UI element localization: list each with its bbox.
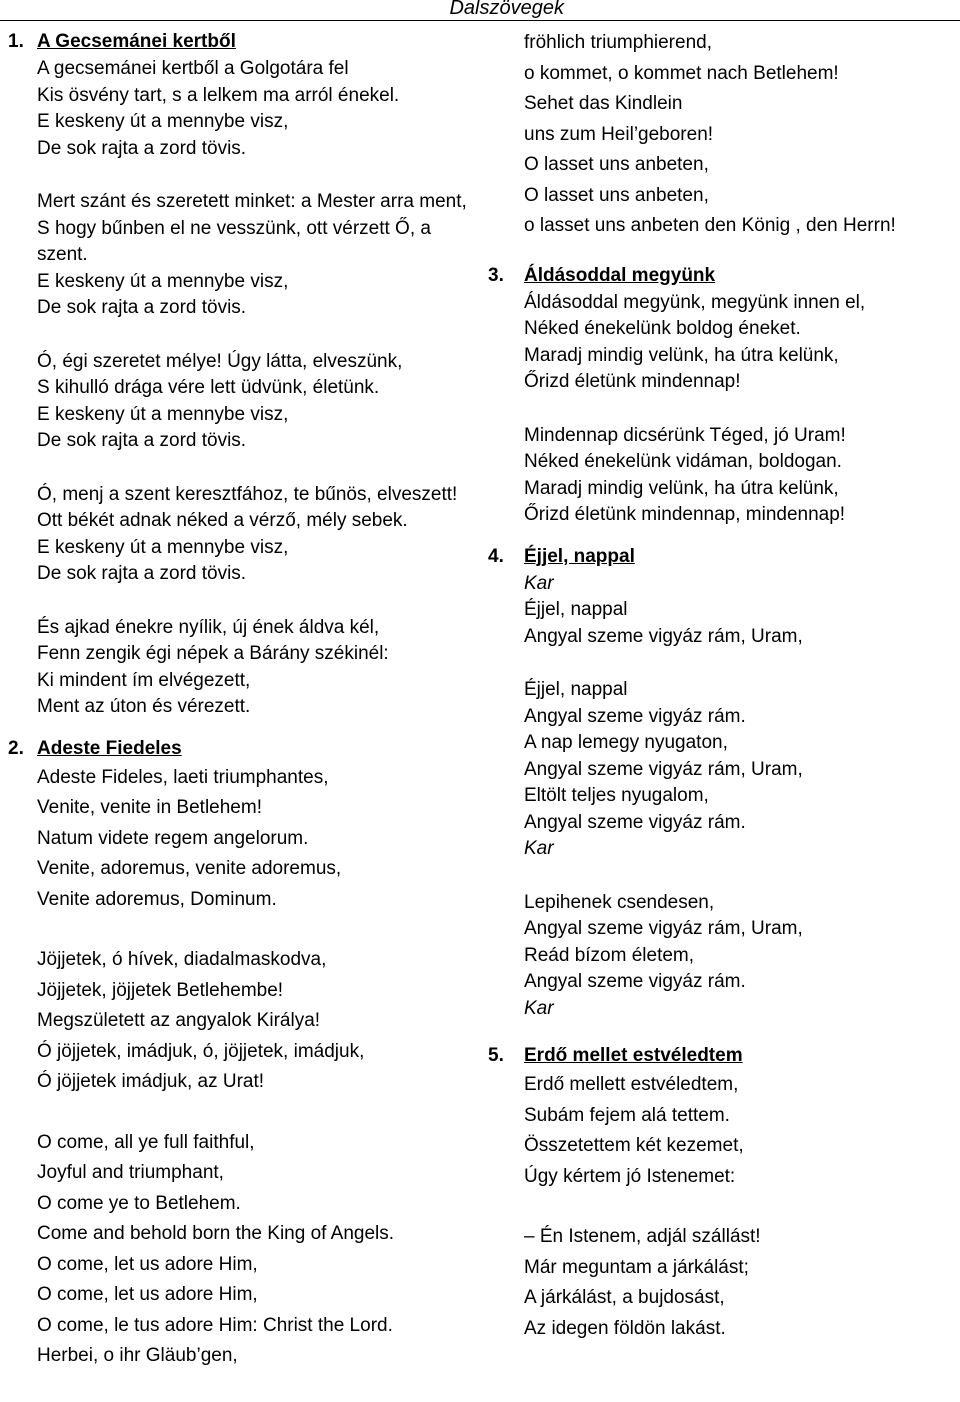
song-number: 4. [488, 545, 504, 567]
lyric-line: Lepihenek csendesen, [524, 891, 715, 913]
lyric-line: fröhlich triumphierend, [524, 32, 712, 53]
lyric-line: Ó, menj a szent keresztfához, te bűnös, elveszett! [37, 483, 458, 505]
song [0, 28, 480, 721]
lyric-line: Jöjjetek, ó hívek, diadalmaskodva, [37, 949, 327, 970]
lyric-line: uns zum Heil’geboren! [524, 123, 714, 145]
lyric-line: Maradj mindig velünk, ha útra kelünk, [524, 477, 839, 499]
lyric-line: E keskeny út a mennybe visz, [37, 270, 289, 292]
right-column [480, 28, 960, 1374]
lyric-line: O lasset uns anbeten, [524, 154, 709, 175]
lyric-line: Angyal szeme vigyáz rám, Uram, [524, 918, 803, 939]
lyric-line: O come ye to Betlehem. [37, 1192, 241, 1214]
lyric-line: O lasset uns anbeten, [524, 184, 709, 206]
lyric-line: o lasset uns anbeten den König , den Herrn! [524, 215, 896, 236]
left-column [0, 28, 480, 1402]
chorus-label: Kar [524, 997, 554, 1019]
lyric-line: A nap lemegy nyugaton, [524, 732, 728, 753]
song-title: Adeste Fiedeles [37, 737, 182, 759]
lyric-line: – Én Istenem, adjál szállást! [524, 1226, 761, 1247]
lyric-line: O come, let us adore Him, [37, 1253, 258, 1275]
lyric-line: E keskeny út a mennybe visz, [37, 536, 289, 558]
lyric-line: Ment az úton és vérezett. [37, 696, 251, 717]
stanza [37, 615, 480, 721]
lyric-line: Úgy kértem jó Istenemet: [524, 1165, 736, 1187]
stanza [524, 1070, 960, 1192]
song [480, 1042, 960, 1344]
lyric-line: Natum videte regem angelorum. [37, 827, 309, 849]
song-heading [480, 262, 960, 290]
song-number: 2. [8, 737, 24, 759]
lyric-line: Come and behold born the King of Angels. [37, 1223, 395, 1244]
lyric-line: Angyal szeme vigyáz rám, Uram, [524, 758, 803, 780]
lyric-line: Ó, égi szeretet mélye! Úgy látta, elveszünk, [37, 350, 403, 372]
header-title: Dalszövegek [449, 0, 564, 19]
lyric-line: De sok rajta a zord tövis. [37, 137, 247, 159]
lyric-line: Mert szánt és szeretett minket: a Mester arra ment, [37, 191, 467, 212]
lyric-line: E keskeny út a mennybe visz, [37, 111, 289, 132]
lyric-line: szent. [37, 244, 88, 265]
lyric-line: Néked énekelünk boldog éneket. [524, 318, 801, 339]
song-heading [0, 735, 480, 763]
lyric-line: Venite adoremus, Dominum. [37, 888, 277, 910]
lyric-line: O come, let us adore Him, [37, 1284, 258, 1305]
stanza [37, 945, 480, 1098]
lyric-line: Áldásoddal megyünk, megyünk innen el, [524, 291, 866, 313]
lyric-line: Maradj mindig velünk, ha útra kelünk, [524, 344, 839, 366]
lyric-line: Ó jöjjetek, imádjuk, ó, jöjjetek, imádjuk, [37, 1040, 365, 1062]
song-heading [0, 28, 480, 56]
stanza [37, 189, 480, 322]
stanza [524, 890, 960, 1023]
stanza [524, 423, 960, 529]
lyric-line: Adeste Fideles, laeti triumphantes, [37, 766, 329, 788]
song-title: A Gecsemánei kertből [37, 31, 236, 52]
lyric-line: Néked énekelünk vidáman, boldogan. [524, 451, 842, 472]
lyric-line: O come, le tus adore Him: Christ the Lord. [37, 1314, 393, 1336]
lyric-line: A járkálást, a bujdosást, [524, 1287, 725, 1308]
lyric-line: E keskeny út a mennybe visz, [37, 403, 289, 425]
lyric-line: Herbei, o ihr Gläub’gen, [37, 1345, 238, 1366]
lyric-line: Megszületett az angyalok Királya! [37, 1010, 321, 1031]
lyric-line: Eltölt teljes nyugalom, [524, 785, 709, 806]
lyric-line: Már meguntam a járkálást; [524, 1256, 749, 1278]
stanza [524, 1222, 960, 1344]
lyric-line: Őrizd életünk mindennap! [524, 371, 741, 392]
lyric-line: Subám fejem alá tettem. [524, 1104, 730, 1126]
lyric-line: Venite, venite in Betlehem! [37, 797, 262, 818]
lyric-line: Sehet das Kindlein [524, 93, 683, 114]
lyric-line: Mindennap dicsérünk Téged, jó Uram! [524, 424, 846, 446]
lyric-line: Erdő mellett estvéledtem, [524, 1074, 739, 1095]
lyric-line: Joyful and triumphant, [37, 1162, 224, 1183]
lyric-line: Jöjjetek, jöjjetek Betlehembe! [37, 979, 284, 1001]
song-number: 1. [8, 31, 24, 52]
lyric-line: Ó jöjjetek imádjuk, az Urat! [37, 1071, 265, 1092]
song-title: Áldásoddal megyünk [524, 264, 716, 286]
lyric-line: Ott békét adnak néked a vérző, mély sebek. [37, 510, 408, 531]
lyric-line: Angyal szeme vigyáz rám. [524, 705, 746, 727]
lyric-line: De sok rajta a zord tövis. [37, 563, 247, 584]
lyric-line: Kis ösvény tart, s a lelkem ma arról énekel. [37, 84, 400, 106]
lyric-line: S hogy bűnben el ne vesszünk, ott vérzett Ő, a [37, 217, 431, 239]
stanza [524, 677, 960, 863]
lyric-line: Venite, adoremus, venite adoremus, [37, 858, 342, 879]
lyric-line: Angyal szeme vigyáz rám, Uram, [524, 625, 803, 647]
lyric-line: Éjjel, nappal [524, 599, 628, 620]
song-heading [480, 1042, 960, 1070]
lyric-line: O come, all ye full faithful, [37, 1131, 255, 1153]
stanza [524, 290, 960, 396]
stanza [37, 349, 480, 455]
lyric-line: És ajkad énekre nyílik, új ének áldva kél, [37, 616, 380, 638]
stanza [524, 571, 960, 651]
stanza [37, 482, 480, 588]
lyric-line: De sok rajta a zord tövis. [37, 430, 247, 451]
chorus-label: Kar [524, 838, 554, 859]
song-number: 5. [488, 1045, 504, 1066]
lyric-line: Őrizd életünk mindennap, mindennap! [524, 504, 846, 525]
song-number: 3. [488, 264, 504, 286]
song-title: Éjjel, nappal [524, 545, 635, 567]
lyric-line: Reád bízom életem, [524, 944, 695, 966]
lyric-line: Éjjel, nappal [524, 679, 628, 700]
lyric-line: Az idegen földön lakást. [524, 1317, 726, 1339]
continued-stanza [524, 28, 960, 242]
stanza [37, 56, 480, 162]
song [480, 543, 960, 1023]
song-title: Erdő mellet estvéledtem [524, 1045, 743, 1066]
stanza [37, 763, 480, 916]
song [0, 735, 480, 1372]
lyric-line: S kihulló drága vére lett üdvünk, életünk. [37, 377, 380, 398]
lyric-line: Ki mindent ím elvégezett, [37, 669, 251, 691]
song [480, 262, 960, 529]
lyric-line: o kommet, o kommet nach Betlehem! [524, 62, 839, 84]
chorus-label: Kar [524, 572, 554, 594]
lyric-line: A gecsemánei kertből a Golgotára fel [37, 58, 349, 79]
song-heading [480, 543, 960, 571]
lyric-line: Angyal szeme vigyáz rám. [524, 971, 746, 992]
lyric-line: Összetettem két kezemet, [524, 1135, 744, 1156]
lyric-line: Fenn zengik égi népek a Bárány székinél: [37, 643, 389, 664]
lyric-line: De sok rajta a zord tövis. [37, 297, 247, 318]
page-header [0, 0, 960, 21]
lyric-line: Angyal szeme vigyáz rám. [524, 811, 746, 833]
stanza [37, 1128, 480, 1372]
